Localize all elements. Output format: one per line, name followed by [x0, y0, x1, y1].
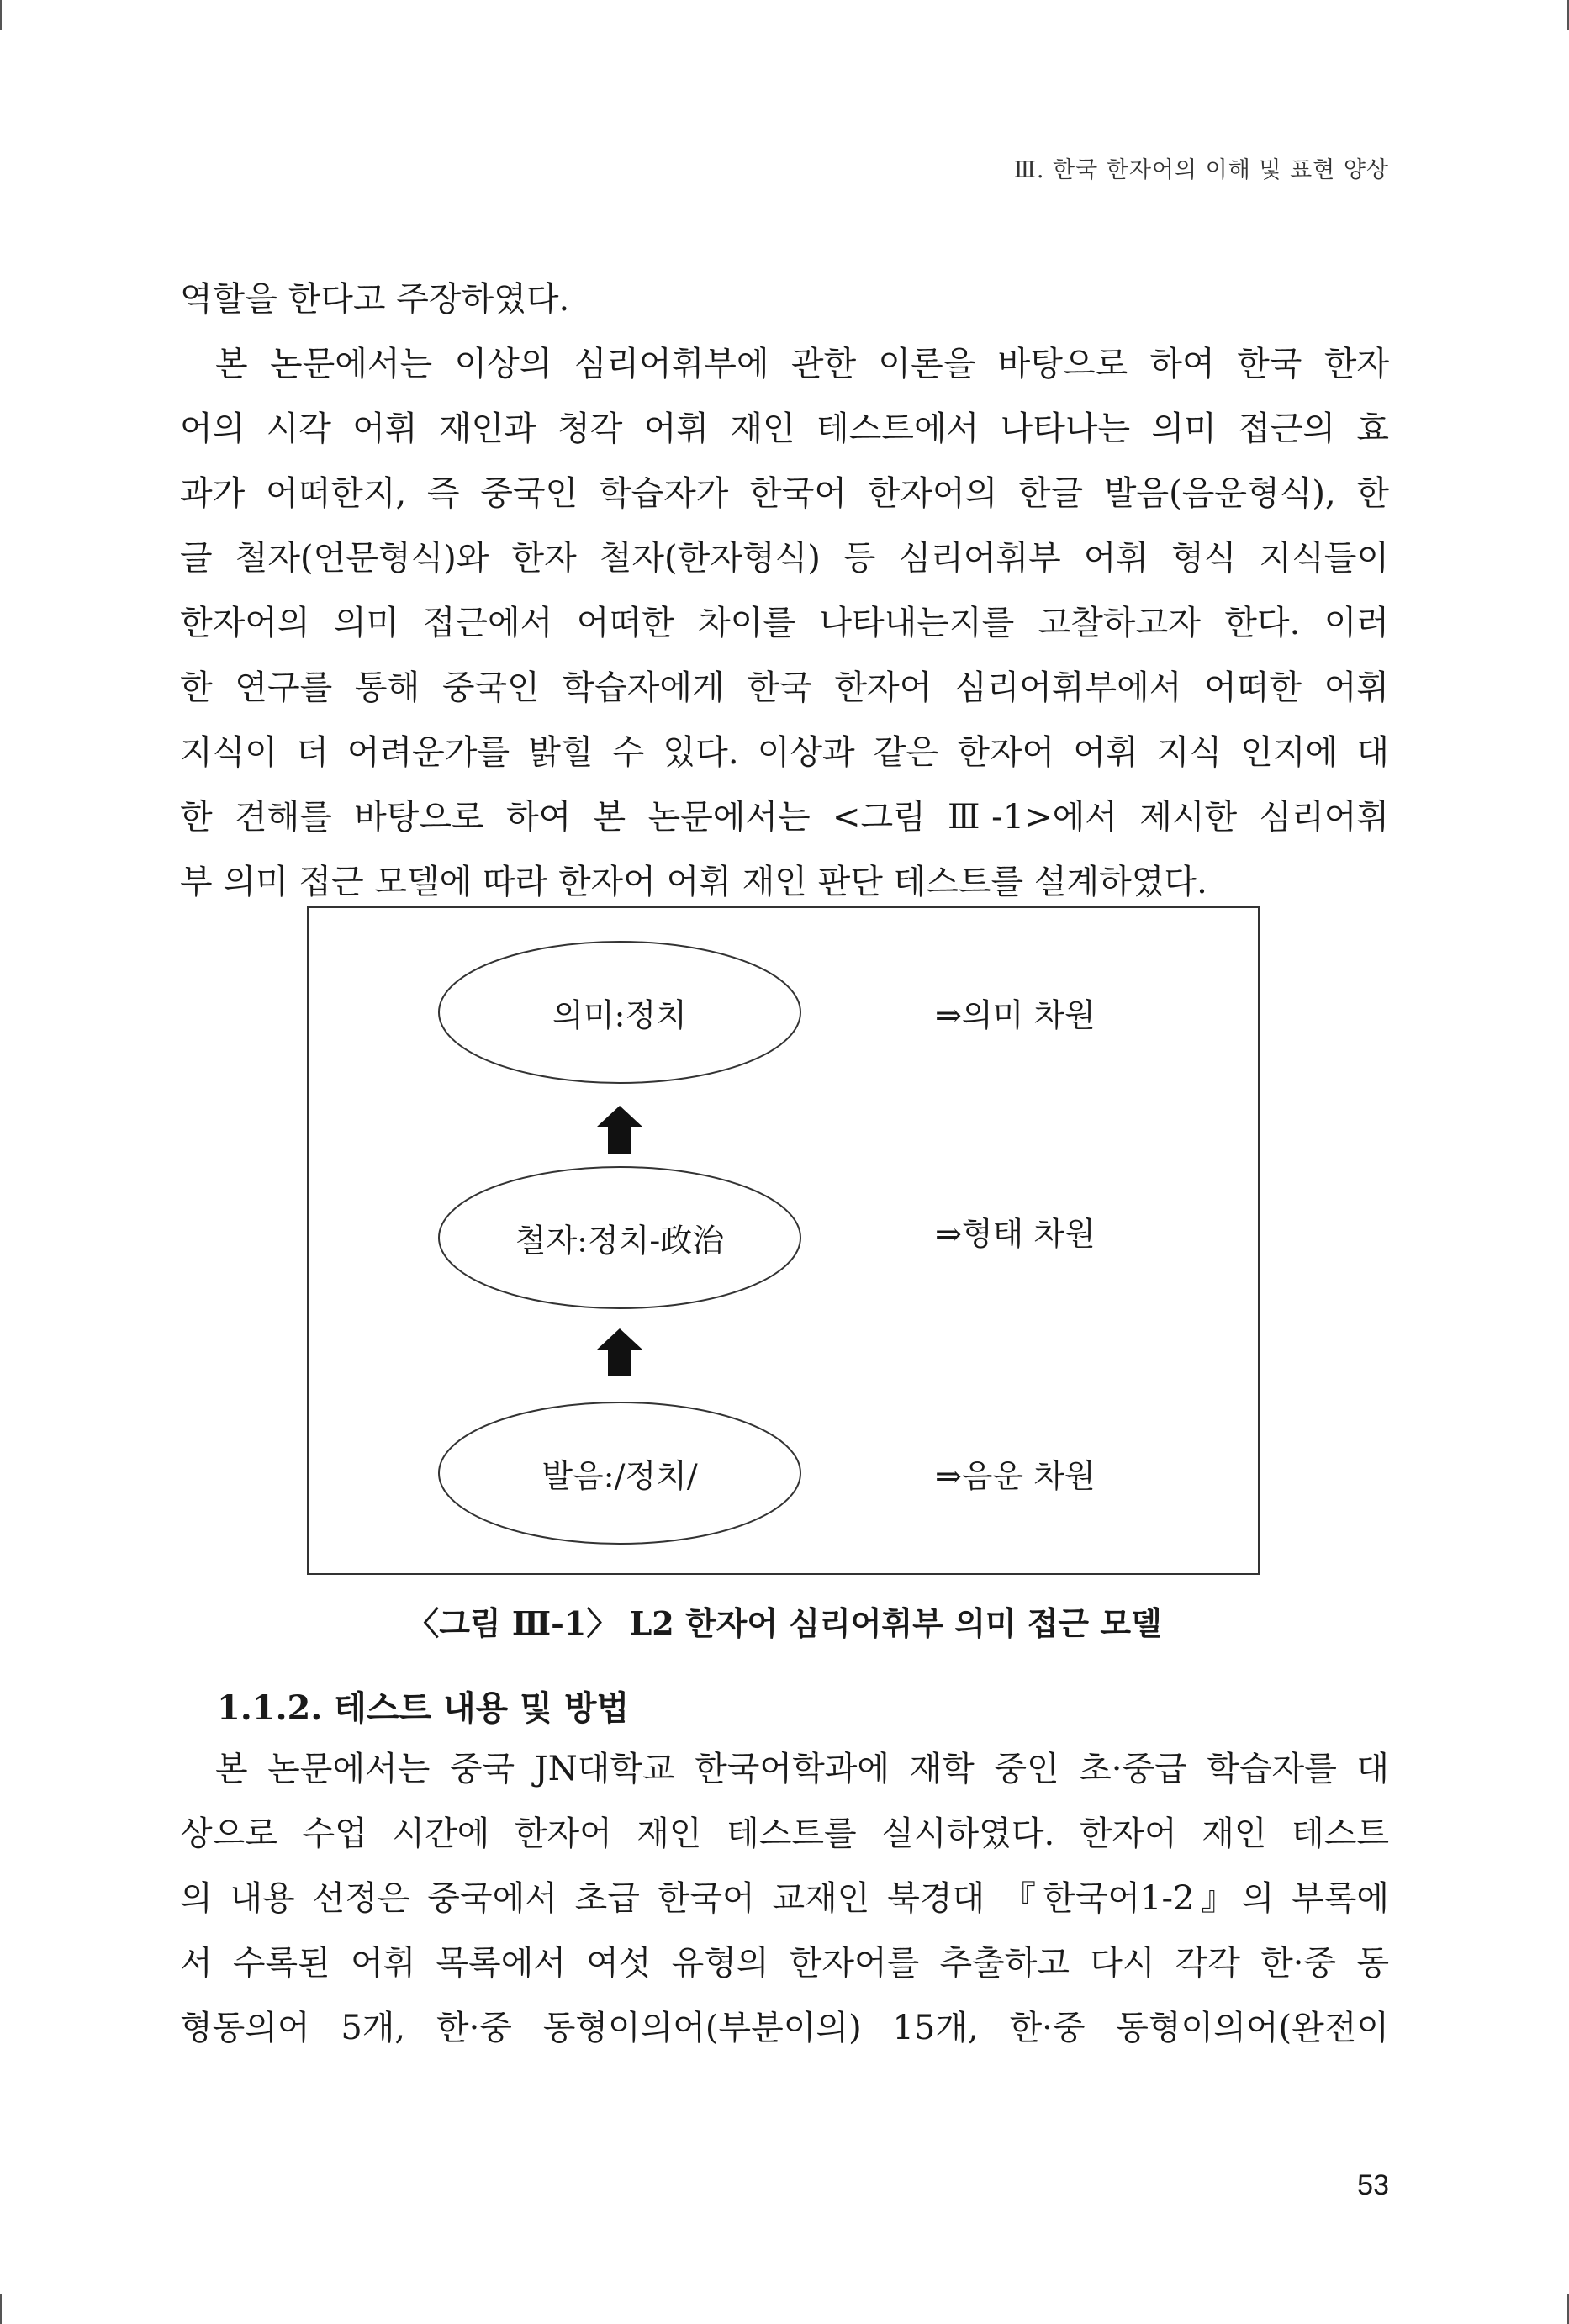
text-line: 본 논문에서는 이상의 심리어휘부에 관한 이론을 바탕으로 하여 한국 한자: [215, 345, 1389, 383]
running-header: Ⅲ. 한국 한자어의 이해 및 표현 양상: [1013, 157, 1389, 183]
text-line: 글 철자(언문형식)와 한자 철자(한자형식) 등 심리어휘부 어휘 형식 지식들이: [180, 539, 1389, 578]
text-line: 서 수록된 어휘 목록에서 여섯 유형의 한자어를 추출하고 다시 각각 한·중 동: [180, 1944, 1389, 1983]
figure-model-diagram: [307, 906, 1260, 1575]
paragraph-research-design: [180, 332, 1389, 915]
text-line: 상으로 수업 시간에 한자어 재인 테스트를 실시하였다. 한자어 재인 테스트: [180, 1814, 1389, 1853]
text-line: 한 견해를 바탕으로 하여 본 논문에서는 <그림 Ⅲ-1>에서 제시한 심리어휘: [180, 798, 1389, 837]
arrow-up-icon: [597, 1106, 642, 1154]
text-line: 과가 어떠한지, 즉 중국인 학습자가 한국어 한자어의 한글 발음(음운형식), 한: [180, 474, 1389, 513]
paragraph-test-method: [180, 1737, 1389, 2061]
dimension-form-label: ⇒형태 차원: [935, 1215, 1096, 1253]
text-line: 역할을 한다고 주장하였다.: [180, 280, 570, 319]
text-line: 의 내용 선정은 중국에서 초급 한국어 교재인 북경대 『한국어1-2』의 부록에: [180, 1879, 1389, 1918]
text-line: 한 연구를 통해 중국인 학습자에게 한국 한자어 심리어휘부에서 어떠한 어휘: [180, 668, 1389, 707]
diagram-canvas: [309, 908, 1261, 1577]
text-line: 부 의미 접근 모델에 따라 한자어 어휘 재인 판단 테스트를 설계하였다.: [180, 863, 1207, 901]
node-meaning-label: 의미:정치: [552, 996, 687, 1034]
paragraph-continuation: [180, 267, 1389, 332]
text-line: 지식이 더 어려운가를 밝힐 수 있다. 이상과 같은 한자어 어휘 지식 인지에 대: [180, 733, 1389, 772]
text-line: 한자어의 의미 접근에서 어떠한 차이를 나타내는지를 고찰하고자 한다. 이러: [180, 604, 1389, 642]
node-pronunciation-label: 발음:/정치/: [541, 1457, 698, 1495]
crop-mark: [0, 2294, 2, 2324]
section-heading: 1.1.2. 테스트 내용 및 방법: [217, 1688, 630, 1728]
crop-mark: [0, 0, 2, 30]
text-line: 어의 시각 어휘 재인과 청각 어휘 재인 테스트에서 나타나는 의미 접근의 효: [180, 409, 1389, 448]
figure-caption: 〈그림 Ⅲ-1〉 L2 한자어 심리어휘부 의미 접근 모델: [407, 1604, 1162, 1642]
page-number: 53: [1357, 2169, 1389, 2201]
node-spelling-label: 철자:정치-政治: [515, 1222, 725, 1260]
dimension-phonological-label: ⇒음운 차원: [935, 1457, 1096, 1495]
text-line: 본 논문에서는 중국 JN대학교 한국어학과에 재학 중인 초·중급 학습자를 대: [215, 1750, 1389, 1788]
arrow-up-icon: [597, 1328, 642, 1376]
dimension-semantic-label: ⇒의미 차원: [935, 996, 1096, 1034]
text-line: 형동의어 5개, 한·중 동형이의어(부분이의) 15개, 한·중 동형이의어(완전이: [180, 2009, 1389, 2047]
